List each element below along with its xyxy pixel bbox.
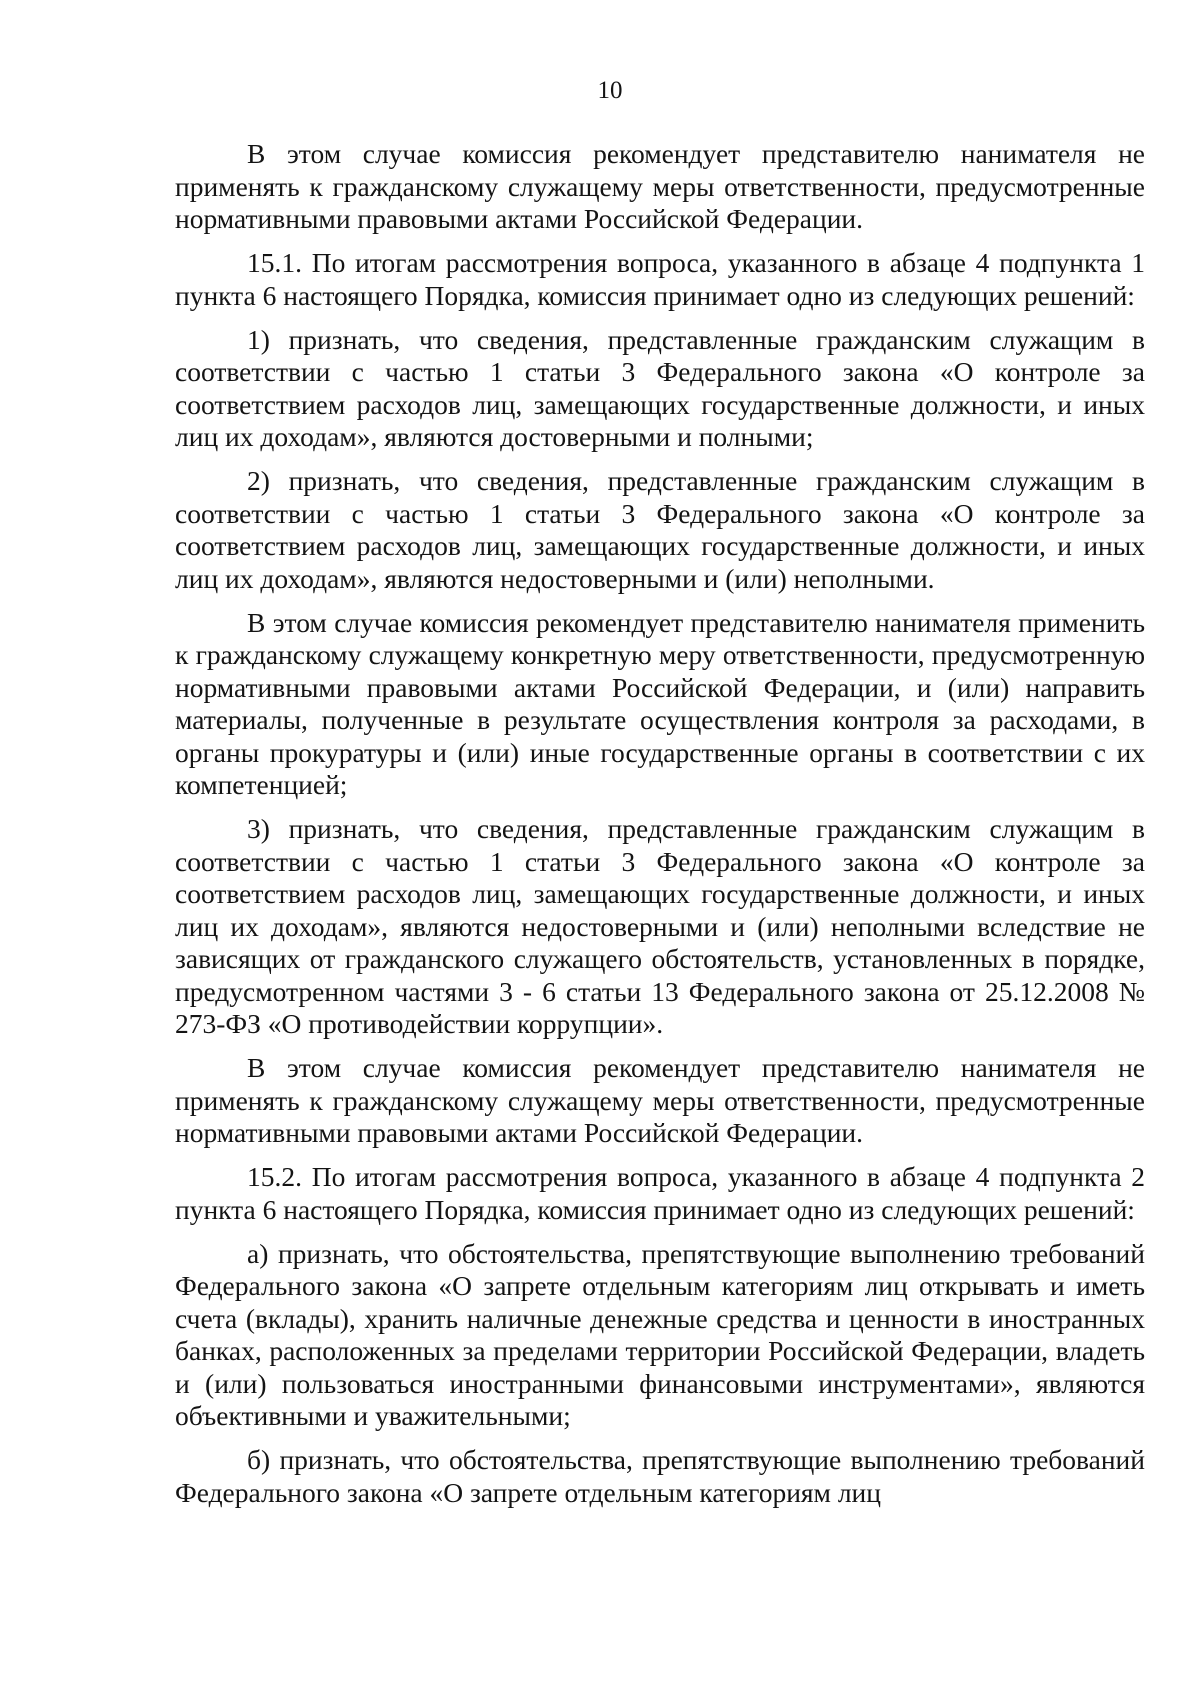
paragraph-no-liability-recommendation-2: В этом случае комиссия рекомендует представителю нанимателя не применять к гражданскому служащему меры ответственности, предусмотренные нормативными правовыми актами Российской Федерации. [175, 1052, 1145, 1148]
paragraph-decision-b: б) признать, что обстоятельства, препятствующие выполнению требований Федерального закона «О запрете отдельным категориям лиц [175, 1444, 1145, 1508]
paragraph-no-liability-recommendation: В этом случае комиссия рекомендует представителю нанимателя не применять к гражданскому служащему меры ответственности, предусмотренные нормативными правовыми актами Российской Федерации. [175, 138, 1145, 234]
paragraph-decision-a: а) признать, что обстоятельства, препятствующие выполнению требований Федерального закона «О запрете отдельным категориям лиц открывать и иметь счета (вклады), хранить наличные денежные средства и ценности в иностранных банках, расположенных за пределами территории Российской Федерации, владеть и (или) пользоваться иностранными финансовыми инструментами», являются объективными и уважительными; [175, 1237, 1145, 1431]
paragraph-decision-2: 2) признать, что сведения, представленные гражданским служащим в соответствии с частью 1 статьи 3 Федерального закона «О контроле за соответствием расходов лиц, замещающих государственные должности, и иных лиц их доходам», являются недостоверными и (или) неполными. [175, 465, 1145, 594]
page-number: 10 [597, 77, 623, 104]
paragraph-decision-3: 3) признать, что сведения, представленные гражданским служащим в соответствии с частью 1 статьи 3 Федерального закона «О контроле за соответствием расходов лиц, замещающих государственные должности, и иных лиц их доходам», являются недостоверными и (или) неполными вследствие не зависящих от гражданского служащего обстоятельств, установленных в порядке, предусмотренном частями 3 - 6 статьи 13 Федерального закона от 25.12.2008 № 273-ФЗ «О противодействии коррупции». [175, 813, 1145, 1039]
paragraph-15-1-intro: 15.1. По итогам рассмотрения вопроса, указанного в абзаце 4 подпункта 1 пункта 6 настоящего Порядка, комиссия принимает одно из следующих решений: [175, 247, 1145, 311]
paragraph-decision-1: 1) признать, что сведения, представленные гражданским служащим в соответствии с частью 1 статьи 3 Федерального закона «О контроле за соответствием расходов лиц, замещающих государственные должности, и иных лиц их доходам», являются достоверными и полными; [175, 323, 1145, 452]
document-body [175, 138, 1145, 1521]
paragraph-apply-liability-recommendation: В этом случае комиссия рекомендует представителю нанимателя применить к гражданскому служащему конкретную меру ответственности, предусмотренную нормативными правовыми актами Российской Федерации, и (или) направить материалы, полученные в результате осуществления контроля за расходами, в органы прокуратуры и (или) иные государственные органы в соответствии с их компетенцией; [175, 606, 1145, 800]
paragraph-15-2-intro: 15.2. По итогам рассмотрения вопроса, указанного в абзаце 4 подпункта 2 пункта 6 настоящего Порядка, комиссия принимает одно из следующих решений: [175, 1161, 1145, 1225]
